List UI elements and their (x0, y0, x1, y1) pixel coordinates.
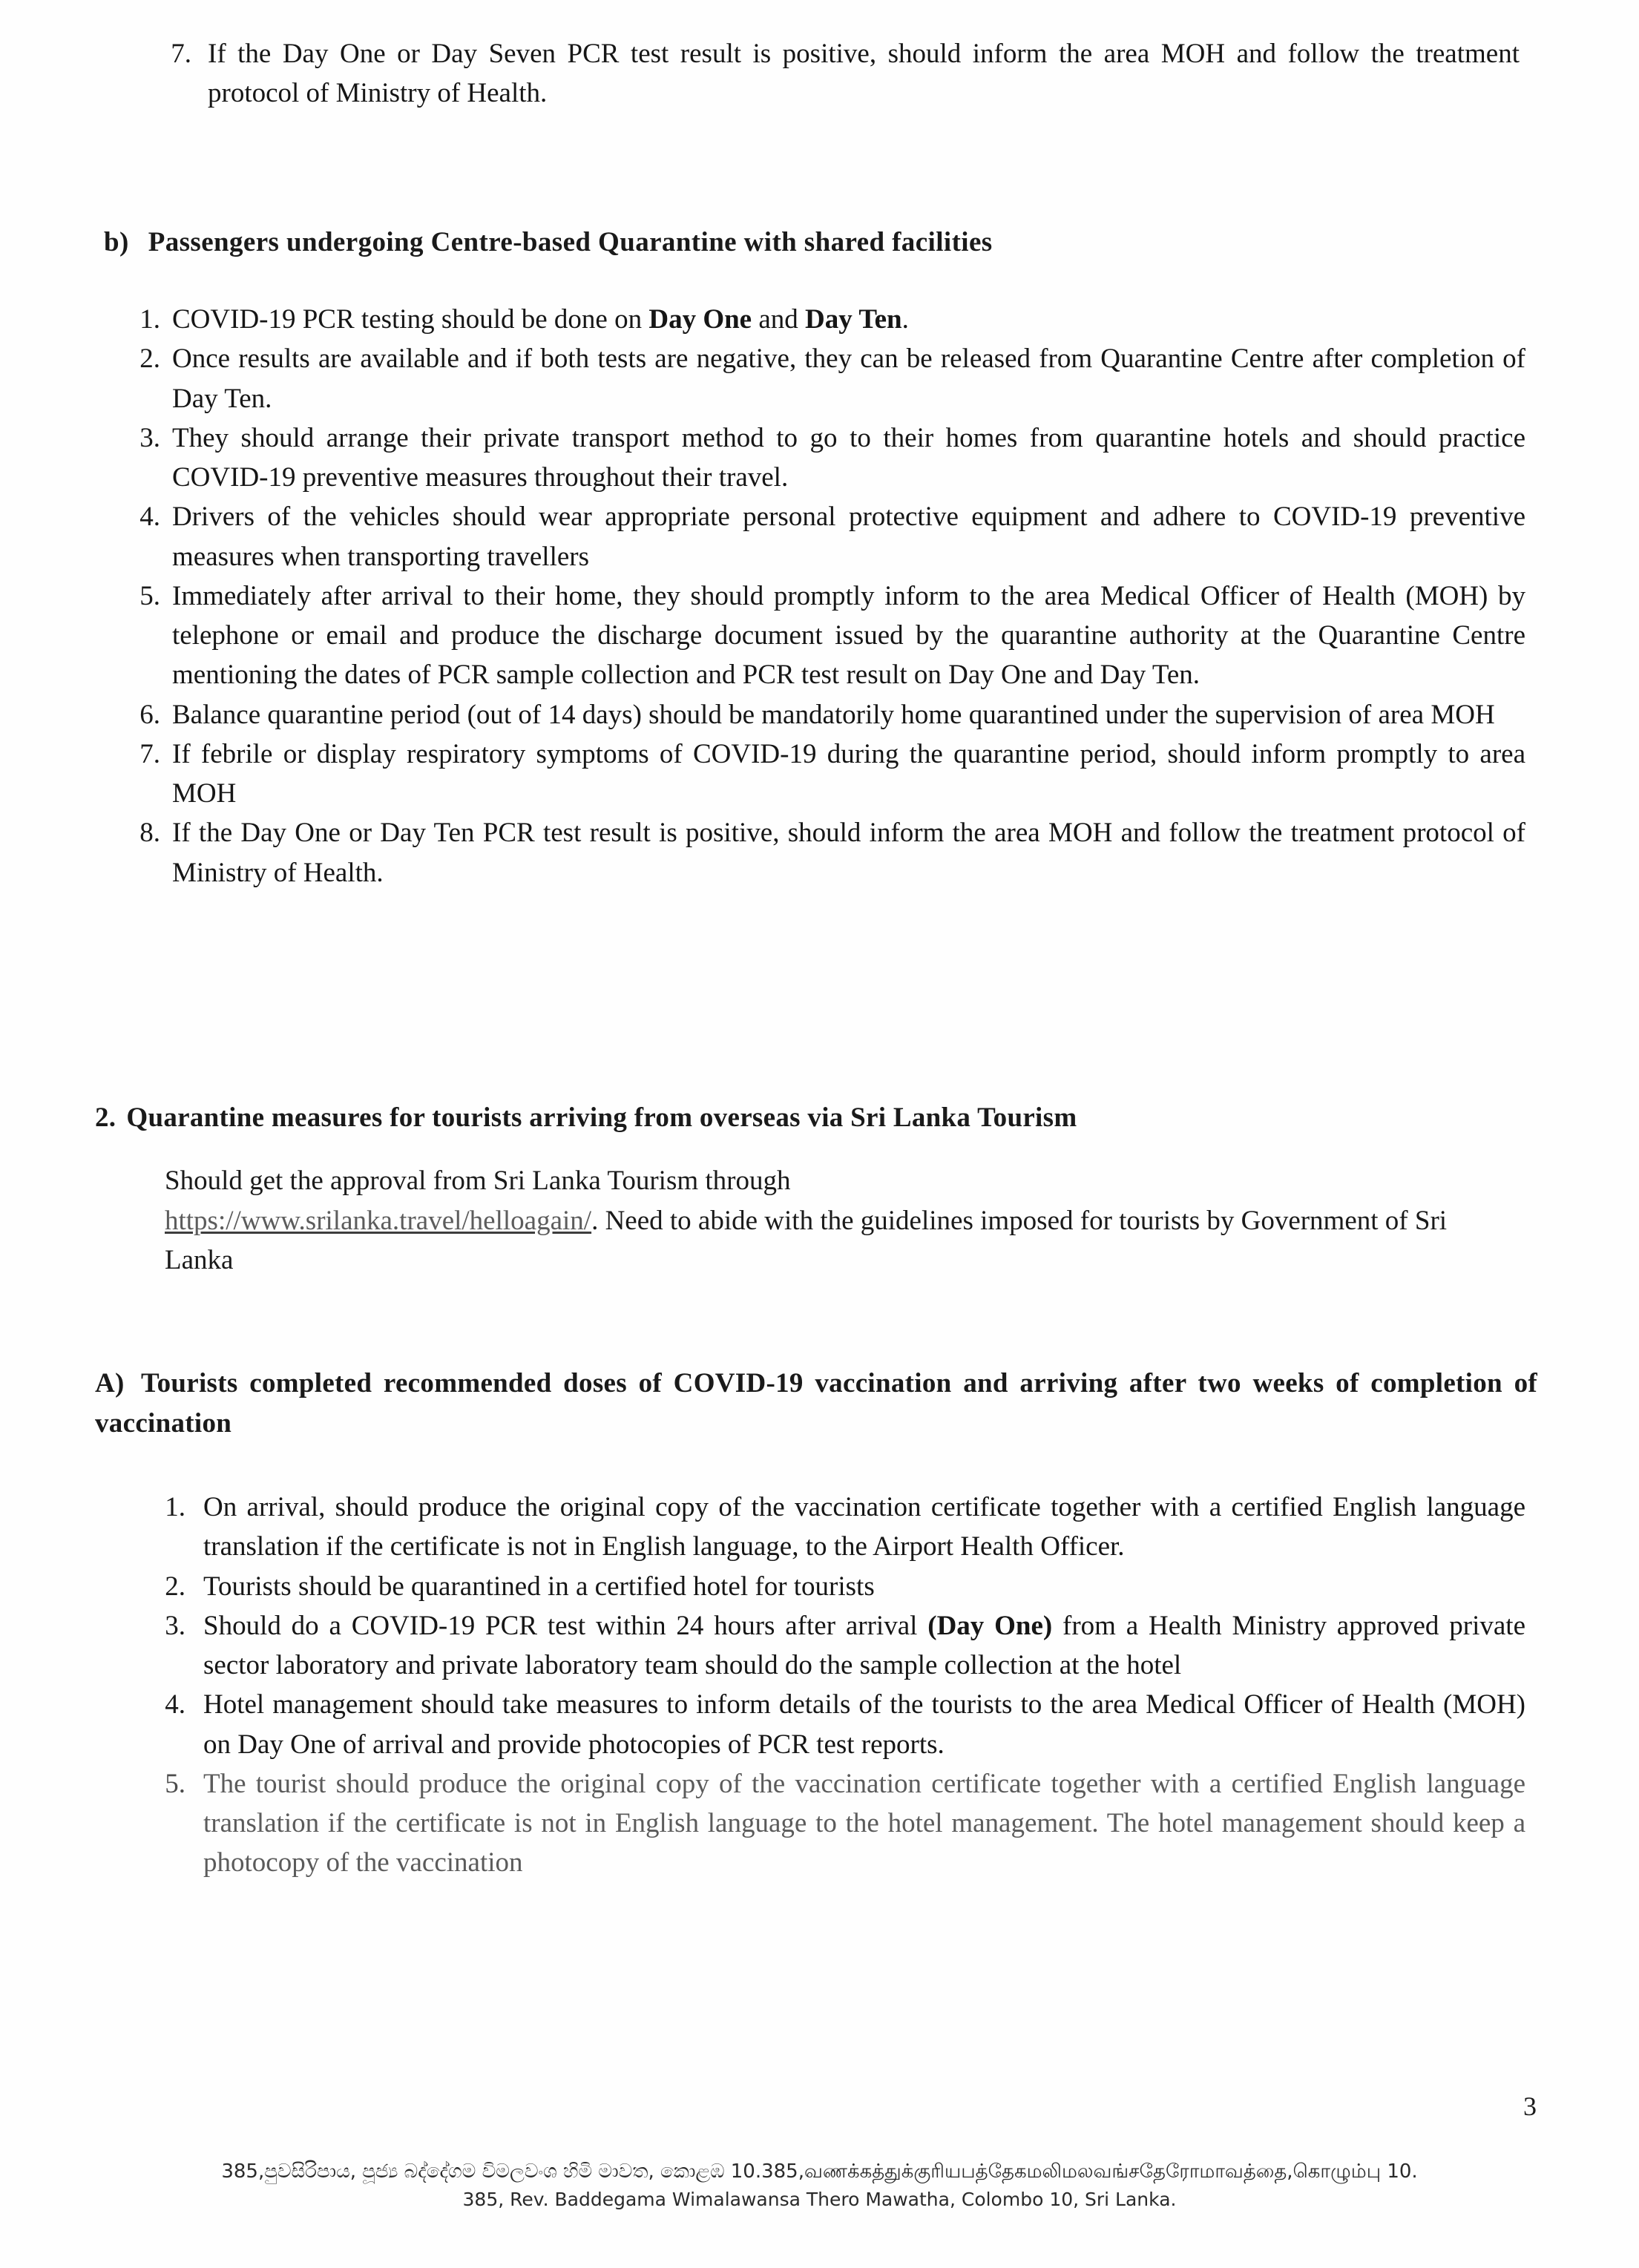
list-marker: 2. (165, 1571, 185, 1602)
section-marker: A) (95, 1368, 125, 1398)
list-item (162, 34, 1520, 114)
item-text-part: from a Health Ministry approved private sector laboratory and private laboratory team should do the sample collection at the hotel (203, 1610, 1525, 1681)
section-heading-a (95, 1364, 1537, 1443)
footer-address-english: 385, Rev. Baddegama Wimalawansa Thero Mawatha, Colombo 10, Sri Lanka. (462, 2188, 1177, 2210)
section-marker: 2. (95, 1102, 116, 1133)
section-heading-text: Passengers undergoing Centre-based Quarantine with shared facilities (148, 227, 993, 257)
list-item (132, 497, 1525, 576)
list-item-text: On arrival, should produce the original copy of the vaccination certificate together with a certified English language translation if the certificate is not in English language, to the Airport Health Officer. (203, 1492, 1525, 1562)
footer-address-local (0, 2160, 1639, 2184)
list-marker: 6. (139, 699, 160, 730)
list-item-text: If the Day One or Day Seven PCR test result is positive, should inform the area MOH and follow the treatment protocol of Ministry of Health. (208, 39, 1520, 109)
item-text-part: COVID-19 PCR testing should be done on (172, 304, 649, 335)
item-text-part: Should do a COVID-19 PCR test within 24 hours after arrival (203, 1610, 928, 1641)
tourism-paragraph (165, 1161, 1448, 1281)
footer-address-tamil: 385,வணக்கத்துக்குரியபத்தேகமலிமலவங்சதேரோமாவத்தை,கொழும்பு 10. (761, 2160, 1418, 2183)
list-item (154, 1606, 1525, 1686)
emphasis-day-one: Day One (648, 304, 752, 335)
section-heading-b (104, 226, 1536, 258)
list-item-text (203, 1606, 1525, 1686)
emphasis-day-one: (Day One) (927, 1610, 1053, 1641)
list-item (132, 576, 1525, 695)
list-item-text: If the Day One or Day Ten PCR test result is positive, should inform the area MOH and follow the treatment protocol of Ministry of Health. (172, 818, 1525, 888)
item-text-part: . (901, 304, 909, 335)
section-marker: b) (104, 227, 129, 257)
list-item-text: Once results are available and if both tests are negative, they can be released from Quarantine Centre after completion of Day Ten. (172, 344, 1525, 414)
list-item-text: The tourist should produce the original copy of the vaccination certificate together with a certified English language translation if the certificate is not in English language to the hotel management. The hotel management should keep a photocopy of the vaccination (203, 1768, 1525, 1879)
list-item (132, 734, 1525, 814)
list-item-text: Immediately after arrival to their home, they should promptly inform to the area Medical Officer of Health (MOH) by telephone or email and produce the discharge document issued by the quarantine authority at the Quarantine Centre mentioning the dates of PCR sample collection and PCR test result on Day One and Day Ten. (172, 580, 1525, 691)
list-item (154, 1764, 1525, 1883)
list-item-text: If febrile or display respiratory symptoms of COVID-19 during the quarantine period, should inform promptly to area MOH (172, 738, 1525, 809)
section-heading-text: Tourists completed recommended doses of COVID-19 vaccination and arriving after two weeks of completion of vaccination (95, 1368, 1537, 1439)
list-marker: 2. (139, 344, 160, 375)
list-marker: 5. (139, 580, 160, 611)
srilanka-tourism-link[interactable]: https://www.srilanka.travel/helloagain/ (165, 1205, 592, 1236)
list-marker: 3. (139, 422, 160, 453)
list-item-text: Drivers of the vehicles should wear appropriate personal protective equipment and adhere to COVID-19 preventive measures when transporting travellers (172, 502, 1525, 572)
list-item-text: Tourists should be quarantined in a certified hotel for tourists (203, 1571, 875, 1602)
list-marker: 7. (139, 738, 160, 769)
page-footer (0, 2150, 1639, 2212)
list-marker: 1. (139, 304, 160, 335)
list-item (132, 300, 1525, 339)
list-item-text (172, 300, 1525, 339)
list-marker: 5. (165, 1768, 185, 1799)
section-heading-2 (95, 1102, 1534, 1134)
list-item-text: Hotel management should take measures to inform details of the tourists to the area Medical Officer of Health (MOH) on Day One of arrival and provide photocopies of PCR test reports. (203, 1689, 1525, 1760)
list-item-text: Balance quarantine period (out of 14 days) should be mandatorily home quarantined under the supervision of area MOH (172, 699, 1495, 730)
list-marker: 7. (171, 39, 191, 69)
section-b-list (132, 300, 1525, 893)
paragraph-text-after-link: . Need to abide with the guidelines imposed for tourists by Government of Sri Lanka (165, 1205, 1448, 1276)
section-a-list (154, 1488, 1525, 1883)
list-item (132, 418, 1525, 498)
paragraph-text-before-link: Should get the approval from Sri Lanka Tourism through (165, 1166, 791, 1196)
list-marker: 8. (139, 818, 160, 849)
list-marker: 4. (139, 502, 160, 533)
list-marker: 1. (165, 1492, 185, 1522)
item-text-part: and (752, 304, 806, 335)
footer-divider (100, 2150, 1540, 2151)
list-item (154, 1685, 1525, 1764)
list-item (154, 1488, 1525, 1567)
list-marker: 3. (165, 1610, 185, 1641)
section-heading-text: Quarantine measures for tourists arriving from overseas via Sri Lanka Tourism (126, 1102, 1077, 1133)
footer-address-sinhala: 385,පුවසිරිපාය, පූජ්‍ය බද්දේගම විමලවංශ හිමි මාවත, කොළඹ 10. (221, 2160, 762, 2183)
list-item (132, 339, 1525, 418)
emphasis-day-ten: Day Ten (805, 304, 902, 335)
page-number: 3 (1523, 2091, 1537, 2121)
list-item (154, 1567, 1525, 1606)
list-item (132, 813, 1525, 893)
list-marker: 4. (165, 1689, 185, 1720)
list-item (132, 695, 1525, 734)
list-item-text: They should arrange their private transport method to go to their homes from quarantine hotels and should practice COVID-19 preventive measures throughout their travel. (172, 422, 1525, 493)
